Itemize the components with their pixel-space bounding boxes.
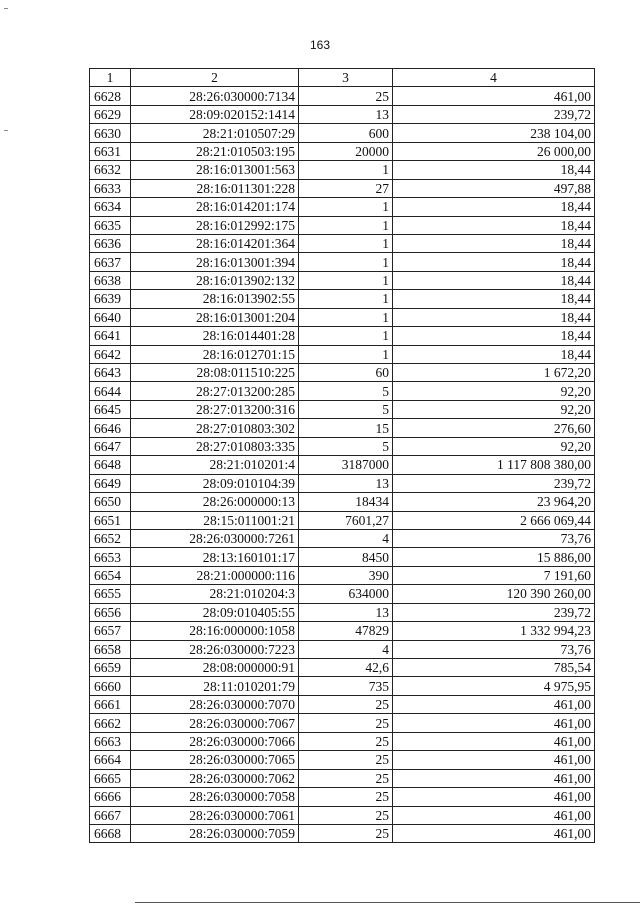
value-cell: 2 666 069,44	[393, 511, 595, 529]
cadastral-number-cell: 28:16:014201:174	[131, 198, 299, 216]
cadastral-number-cell: 28:26:030000:7223	[131, 640, 299, 658]
cadastral-number-cell: 28:09:010405:55	[131, 603, 299, 621]
value-cell: 1 672,20	[393, 364, 595, 382]
cadastral-number-cell: 28:21:000000:116	[131, 566, 299, 584]
value-cell: 18,44	[393, 216, 595, 234]
table-row	[90, 788, 595, 806]
register-table	[89, 68, 595, 843]
area-cell: 25	[299, 751, 393, 769]
value-cell: 92,20	[393, 382, 595, 400]
scan-margin-mark	[4, 8, 8, 9]
row-number-cell: 6631	[90, 142, 131, 160]
value-cell: 461,00	[393, 695, 595, 713]
area-cell: 13	[299, 105, 393, 123]
table-row	[90, 511, 595, 529]
table-row	[90, 419, 595, 437]
cadastral-number-cell: 28:11:010201:79	[131, 677, 299, 695]
value-cell: 461,00	[393, 87, 595, 105]
value-cell: 461,00	[393, 806, 595, 824]
cadastral-number-cell: 28:21:010201:4	[131, 456, 299, 474]
area-cell: 13	[299, 474, 393, 492]
value-cell: 18,44	[393, 327, 595, 345]
area-cell: 735	[299, 677, 393, 695]
cadastral-number-cell: 28:16:013902:132	[131, 271, 299, 289]
table-row	[90, 769, 595, 787]
area-cell: 634000	[299, 585, 393, 603]
value-cell: 239,72	[393, 474, 595, 492]
row-number-cell: 6650	[90, 493, 131, 511]
value-cell: 497,88	[393, 179, 595, 197]
area-cell: 7601,27	[299, 511, 393, 529]
table-row	[90, 400, 595, 418]
table-row	[90, 566, 595, 584]
row-number-cell: 6645	[90, 400, 131, 418]
cadastral-number-cell: 28:26:000000:13	[131, 493, 299, 511]
area-cell: 25	[299, 87, 393, 105]
value-cell: 92,20	[393, 400, 595, 418]
column-header-1: 1	[90, 69, 131, 87]
row-number-cell: 6635	[90, 216, 131, 234]
area-cell: 600	[299, 124, 393, 142]
area-cell: 60	[299, 364, 393, 382]
area-cell: 20000	[299, 142, 393, 160]
row-number-cell: 6639	[90, 290, 131, 308]
value-cell: 461,00	[393, 824, 595, 842]
row-number-cell: 6634	[90, 198, 131, 216]
row-number-cell: 6629	[90, 105, 131, 123]
table-row	[90, 234, 595, 252]
area-cell: 1	[299, 253, 393, 271]
scan-margin-mark	[4, 130, 8, 131]
table-row	[90, 824, 595, 842]
cadastral-number-cell: 28:26:030000:7065	[131, 751, 299, 769]
area-cell: 5	[299, 400, 393, 418]
value-cell: 461,00	[393, 714, 595, 732]
area-cell: 25	[299, 824, 393, 842]
row-number-cell: 6642	[90, 345, 131, 363]
cadastral-number-cell: 28:16:000000:1058	[131, 622, 299, 640]
cadastral-number-cell: 28:26:030000:7134	[131, 87, 299, 105]
row-number-cell: 6657	[90, 622, 131, 640]
cadastral-number-cell: 28:09:010104:39	[131, 474, 299, 492]
value-cell: 18,44	[393, 290, 595, 308]
area-cell: 1	[299, 198, 393, 216]
table-row	[90, 548, 595, 566]
cadastral-number-cell: 28:16:013001:563	[131, 161, 299, 179]
row-number-cell: 6633	[90, 179, 131, 197]
cadastral-number-cell: 28:08:011510:225	[131, 364, 299, 382]
area-cell: 1	[299, 161, 393, 179]
value-cell: 18,44	[393, 253, 595, 271]
cadastral-number-cell: 28:16:013902:55	[131, 290, 299, 308]
cadastral-number-cell: 28:15:011001:21	[131, 511, 299, 529]
value-cell: 461,00	[393, 769, 595, 787]
table-row	[90, 659, 595, 677]
value-cell: 238 104,00	[393, 124, 595, 142]
table-row	[90, 308, 595, 326]
cadastral-number-cell: 28:27:013200:285	[131, 382, 299, 400]
area-cell: 3187000	[299, 456, 393, 474]
table-row	[90, 327, 595, 345]
area-cell: 25	[299, 714, 393, 732]
table-row	[90, 364, 595, 382]
cadastral-number-cell: 28:26:030000:7066	[131, 732, 299, 750]
table-row	[90, 622, 595, 640]
row-number-cell: 6647	[90, 437, 131, 455]
area-cell: 18434	[299, 493, 393, 511]
row-number-cell: 6654	[90, 566, 131, 584]
cadastral-number-cell: 28:16:013001:394	[131, 253, 299, 271]
table-row	[90, 585, 595, 603]
area-cell: 47829	[299, 622, 393, 640]
value-cell: 18,44	[393, 198, 595, 216]
table-row	[90, 198, 595, 216]
area-cell: 8450	[299, 548, 393, 566]
value-cell: 73,76	[393, 640, 595, 658]
value-cell: 4 975,95	[393, 677, 595, 695]
area-cell: 25	[299, 695, 393, 713]
area-cell: 1	[299, 290, 393, 308]
row-number-cell: 6637	[90, 253, 131, 271]
area-cell: 1	[299, 216, 393, 234]
cadastral-number-cell: 28:27:013200:316	[131, 400, 299, 418]
row-number-cell: 6653	[90, 548, 131, 566]
area-cell: 5	[299, 382, 393, 400]
table-row	[90, 456, 595, 474]
row-number-cell: 6651	[90, 511, 131, 529]
value-cell: 18,44	[393, 161, 595, 179]
table-header-row	[90, 69, 595, 87]
page-number: 163	[309, 38, 331, 52]
area-cell: 42,6	[299, 659, 393, 677]
column-header-3: 3	[299, 69, 393, 87]
row-number-cell: 6661	[90, 695, 131, 713]
table-row	[90, 382, 595, 400]
table-row	[90, 345, 595, 363]
cadastral-number-cell: 28:16:014401:28	[131, 327, 299, 345]
table-row	[90, 714, 595, 732]
row-number-cell: 6655	[90, 585, 131, 603]
value-cell: 785,54	[393, 659, 595, 677]
table-row	[90, 751, 595, 769]
table-row	[90, 179, 595, 197]
column-header-2: 2	[131, 69, 299, 87]
table-row	[90, 806, 595, 824]
area-cell: 4	[299, 529, 393, 547]
cadastral-number-cell: 28:26:030000:7261	[131, 529, 299, 547]
value-cell: 7 191,60	[393, 566, 595, 584]
value-cell: 1 117 808 380,00	[393, 456, 595, 474]
table-row	[90, 290, 595, 308]
row-number-cell: 6649	[90, 474, 131, 492]
cadastral-number-cell: 28:21:010204:3	[131, 585, 299, 603]
row-number-cell: 6646	[90, 419, 131, 437]
row-number-cell: 6644	[90, 382, 131, 400]
cadastral-number-cell: 28:16:011301:228	[131, 179, 299, 197]
value-cell: 1 332 994,23	[393, 622, 595, 640]
row-number-cell: 6660	[90, 677, 131, 695]
row-number-cell: 6667	[90, 806, 131, 824]
row-number-cell: 6665	[90, 769, 131, 787]
table-row	[90, 271, 595, 289]
table-row	[90, 493, 595, 511]
row-number-cell: 6640	[90, 308, 131, 326]
area-cell: 1	[299, 327, 393, 345]
area-cell: 1	[299, 234, 393, 252]
table-row	[90, 474, 595, 492]
cadastral-number-cell: 28:26:030000:7062	[131, 769, 299, 787]
row-number-cell: 6659	[90, 659, 131, 677]
area-cell: 25	[299, 732, 393, 750]
row-number-cell: 6656	[90, 603, 131, 621]
area-cell: 4	[299, 640, 393, 658]
area-cell: 1	[299, 271, 393, 289]
cadastral-number-cell: 28:21:010507:29	[131, 124, 299, 142]
row-number-cell: 6630	[90, 124, 131, 142]
value-cell: 276,60	[393, 419, 595, 437]
cadastral-number-cell: 28:09:020152:1414	[131, 105, 299, 123]
value-cell: 18,44	[393, 271, 595, 289]
value-cell: 23 964,20	[393, 493, 595, 511]
row-number-cell: 6658	[90, 640, 131, 658]
cadastral-number-cell: 28:16:013001:204	[131, 308, 299, 326]
row-number-cell: 6652	[90, 529, 131, 547]
table-row	[90, 640, 595, 658]
cadastral-number-cell: 28:26:030000:7067	[131, 714, 299, 732]
cadastral-number-cell: 28:16:012992:175	[131, 216, 299, 234]
area-cell: 390	[299, 566, 393, 584]
area-cell: 25	[299, 769, 393, 787]
row-number-cell: 6648	[90, 456, 131, 474]
table-row	[90, 124, 595, 142]
table-row	[90, 437, 595, 455]
area-cell: 1	[299, 345, 393, 363]
value-cell: 73,76	[393, 529, 595, 547]
value-cell: 15 886,00	[393, 548, 595, 566]
bottom-rule	[135, 902, 640, 903]
area-cell: 5	[299, 437, 393, 455]
area-cell: 25	[299, 788, 393, 806]
table-row	[90, 253, 595, 271]
row-number-cell: 6632	[90, 161, 131, 179]
cadastral-number-cell: 28:08:000000:91	[131, 659, 299, 677]
value-cell: 239,72	[393, 603, 595, 621]
table-row	[90, 529, 595, 547]
value-cell: 92,20	[393, 437, 595, 455]
area-cell: 25	[299, 806, 393, 824]
row-number-cell: 6638	[90, 271, 131, 289]
row-number-cell: 6662	[90, 714, 131, 732]
cadastral-number-cell: 28:16:012701:15	[131, 345, 299, 363]
cadastral-number-cell: 28:26:030000:7059	[131, 824, 299, 842]
area-cell: 13	[299, 603, 393, 621]
cadastral-number-cell: 28:26:030000:7058	[131, 788, 299, 806]
value-cell: 461,00	[393, 788, 595, 806]
value-cell: 239,72	[393, 105, 595, 123]
row-number-cell: 6666	[90, 788, 131, 806]
value-cell: 120 390 260,00	[393, 585, 595, 603]
table-row	[90, 142, 595, 160]
row-number-cell: 6628	[90, 87, 131, 105]
table-row	[90, 677, 595, 695]
column-header-4: 4	[393, 69, 595, 87]
table-body	[90, 87, 595, 843]
cadastral-number-cell: 28:26:030000:7061	[131, 806, 299, 824]
area-cell: 27	[299, 179, 393, 197]
cadastral-number-cell: 28:16:014201:364	[131, 234, 299, 252]
cadastral-number-cell: 28:21:010503:195	[131, 142, 299, 160]
row-number-cell: 6668	[90, 824, 131, 842]
row-number-cell: 6643	[90, 364, 131, 382]
table-row	[90, 732, 595, 750]
cadastral-number-cell: 28:27:010803:302	[131, 419, 299, 437]
cadastral-number-cell: 28:26:030000:7070	[131, 695, 299, 713]
value-cell: 461,00	[393, 751, 595, 769]
value-cell: 461,00	[393, 732, 595, 750]
row-number-cell: 6636	[90, 234, 131, 252]
table-row	[90, 216, 595, 234]
row-number-cell: 6663	[90, 732, 131, 750]
value-cell: 18,44	[393, 345, 595, 363]
area-cell: 1	[299, 308, 393, 326]
table-row	[90, 87, 595, 105]
row-number-cell: 6641	[90, 327, 131, 345]
value-cell: 18,44	[393, 234, 595, 252]
area-cell: 15	[299, 419, 393, 437]
value-cell: 26 000,00	[393, 142, 595, 160]
table-row	[90, 695, 595, 713]
table-row	[90, 161, 595, 179]
table-row	[90, 105, 595, 123]
table-row	[90, 603, 595, 621]
row-number-cell: 6664	[90, 751, 131, 769]
value-cell: 18,44	[393, 308, 595, 326]
cadastral-number-cell: 28:27:010803:335	[131, 437, 299, 455]
cadastral-number-cell: 28:13:160101:17	[131, 548, 299, 566]
